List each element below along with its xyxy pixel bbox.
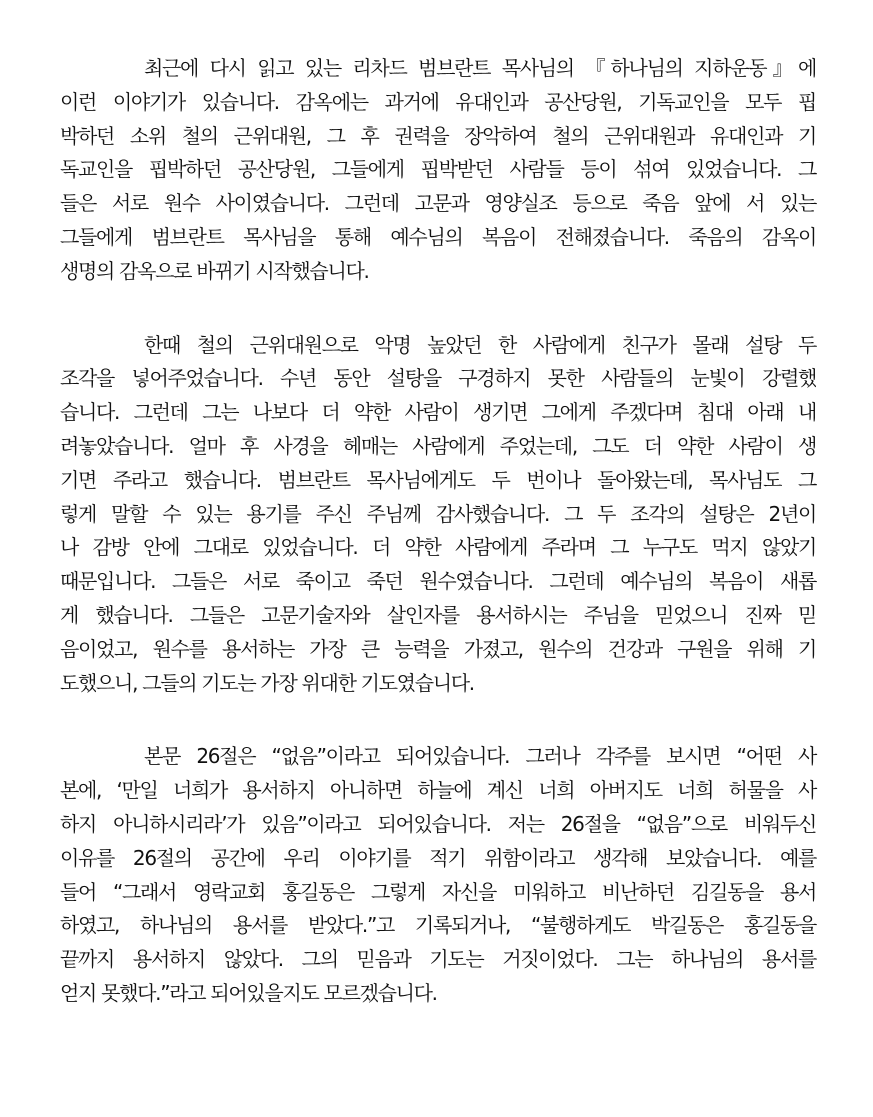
text-line: 음이었고, 원수를 용서하는 가장 큰 능력을 가졌고, 원수의 건강과 구원을 위해 기 bbox=[60, 636, 816, 661]
text-line: 본문 26절은 “없음”이라고 되어있습니다. 그러나 각주를 보시면 “어떤 사 bbox=[144, 744, 816, 769]
text-line: 려놓았습니다. 얼마 후 사경을 헤매는 사람에게 주었는데, 그도 더 약한 사람이 생 bbox=[60, 433, 816, 458]
text-line: 최근에 다시 읽고 있는 리차드 범브란트 목사님의 『하나님의 지하운동』에 bbox=[144, 56, 816, 80]
text-line: 한때 철의 근위대원으로 악명 높았던 한 사람에게 친구가 몰래 설탕 두 bbox=[144, 332, 816, 357]
text-line: 생명의 감옥으로 바뀌기 시작했습니다. bbox=[60, 258, 369, 283]
text-line: 때문입니다. 그들은 서로 죽이고 죽던 원수였습니다. 그런데 예수님의 복음이 새롭 bbox=[60, 569, 816, 594]
paragraph-1 bbox=[60, 52, 816, 289]
text-line: 들은 서로 원수 사이였습니다. 그런데 고문과 영양실조 등으로 죽음 앞에 서 있는 bbox=[60, 191, 816, 216]
text-line: 게 했습니다. 그들은 고문기술자와 살인자를 용서하시는 주님을 믿었으니 진짜 믿 bbox=[60, 602, 816, 627]
text-line: 그들에게 범브란트 목사님을 통해 예수님의 복음이 전해졌습니다. 죽음의 감옥이 bbox=[60, 224, 816, 249]
text-line: 습니다. 그런데 그는 나보다 더 약한 사람이 생기면 그에게 주겠다며 침대 아래 내 bbox=[60, 400, 816, 425]
text-line: 들어 “그래서 영락교회 홍길동은 그렇게 자신을 미워하고 비난하던 김길동을 용서 bbox=[60, 879, 816, 904]
text-line: 이유를 26절의 공간에 우리 이야기를 적기 위함이라고 생각해 보았습니다. 예를 bbox=[60, 845, 816, 870]
text-line: 하였고, 하나님의 용서를 받았다.”고 기록되거나, “불행하게도 박길동은 홍길동을 bbox=[60, 913, 816, 938]
text-line: 독교인을 핍박하던 공산당원, 그들에게 핍박받던 사람들 등이 섞여 있었습니다. 그 bbox=[60, 157, 816, 182]
paragraph-2 bbox=[60, 329, 816, 701]
text-line: 렇게 말할 수 있는 용기를 주신 주님께 감사했습니다. 그 두 조각의 설탕은 2년이 bbox=[60, 501, 816, 526]
text-line: 도했으니, 그들의 기도는 가장 위대한 기도였습니다. bbox=[60, 670, 474, 695]
text-line: 기면 주라고 했습니다. 범브란트 목사님에게도 두 번이나 돌아왔는데, 목사님도 그 bbox=[60, 467, 816, 492]
document-page bbox=[60, 52, 816, 1051]
text-line: 얻지 못했다.”라고 되어있을지도 모르겠습니다. bbox=[60, 980, 437, 1005]
text-line: 본에, ‘만일 너희가 용서하지 아니하면 하늘에 계신 너희 아버지도 너희 허물을 사 bbox=[60, 778, 816, 803]
text-line: 하지 아니하시리라’가 있음”이라고 되어있습니다. 저는 26절을 “없음”으로 비워두신 bbox=[60, 811, 816, 836]
text-line: 박하던 소위 철의 근위대원, 그 후 권력을 장악하여 철의 근위대원과 유대인과 기 bbox=[60, 123, 816, 148]
text-line: 조각을 넣어주었습니다. 수년 동안 설탕을 구경하지 못한 사람들의 눈빛이 강렬했 bbox=[60, 366, 816, 391]
paragraph-3 bbox=[60, 740, 816, 1010]
text-line: 끝까지 용서하지 않았다. 그의 믿음과 기도는 거짓이었다. 그는 하나님의 용서를 bbox=[60, 947, 816, 972]
text-line: 이런 이야기가 있습니다. 감옥에는 과거에 유대인과 공산당원, 기독교인을 모두 핍 bbox=[60, 89, 816, 114]
text-line: 나 감방 안에 그대로 있었습니다. 더 약한 사람에게 주라며 그 누구도 먹지 않았기 bbox=[60, 535, 816, 560]
